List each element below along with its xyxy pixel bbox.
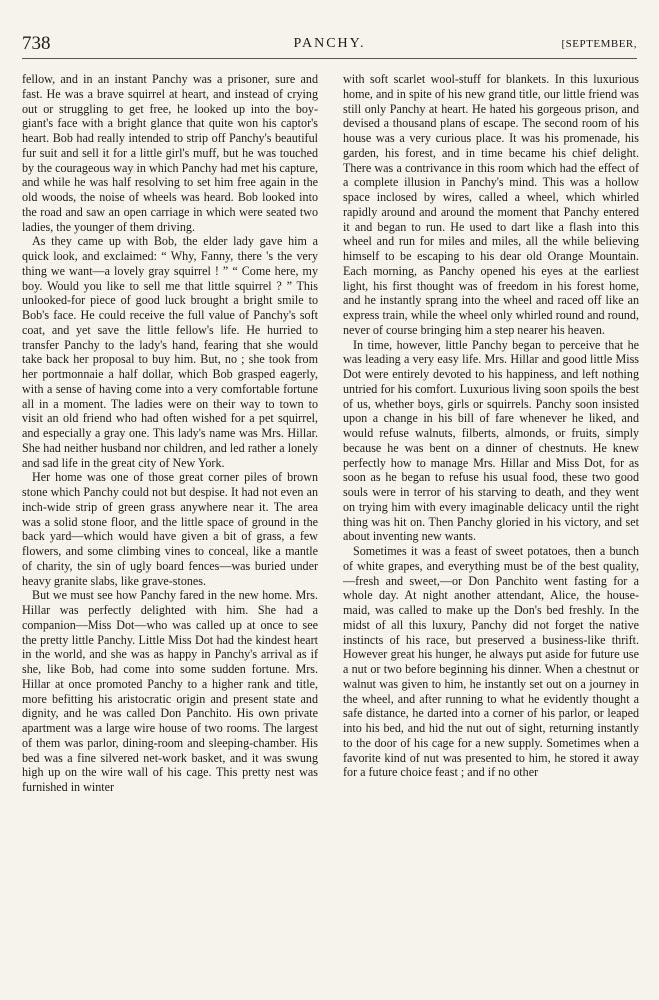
page-number: 738 [22, 33, 51, 54]
right-column [343, 72, 639, 780]
paragraph: Sometimes it was a feast of sweet potatoes, then a bunch of white grapes, and everything must be of the best quality,—fresh and sweet,—or Don Panchito went fasting for a whole day. At night another attendant, Alice, the house-maid, was called to make up the Don's bed freshly. In the midst of all this luxury, Panchy did not forget the native instincts of his race, but preserved a business-like thrift. However great his hunger, he always put aside for future use a nut or two before beginning his dinner. When a chestnut or walnut was given to him, he instantly set out on a journey in the wheel, and after running to what he evidently thought a safe distance, he darted into a corner of his parlor, or leaped into his bed, and hid the nut out of sight, returning instantly to the door of his cage for a new supply. Sometimes when a favorite kind of nut was presented to him, he stored it away for a future choice feast ; and if no other [343, 544, 639, 780]
paragraph: In time, however, little Panchy began to perceive that he was leading a very easy life. Mrs. Hillar and good little Miss Dot were entirely devoted to his happiness, and left nothing untried for his comfort. Luxurious living soon spoils the best of us, whether boys, girls or squirrels. Panchy soon insisted upon a change in his bill of fare whenever he liked, and would refuse walnuts, filberts, almonds, or fruits, simply because he was bent on a dinner of chestnuts. He knew perfectly how to manage Mrs. Hillar and Miss Dot, for as soon as he began to refuse his usual food, these two good souls were in terror of his starving to death, and they went on trying him with every imaginable delicacy until the right thing was hit on. Then Panchy gloried in his victory, and set about inventing new wants. [343, 337, 639, 544]
month-label: [SEPTEMBER, [561, 38, 637, 50]
paragraph: fellow, and in an instant Panchy was a prisoner, sure and fast. He was a brave squirrel at heart, and instead of crying out or struggling to get free, he looked up into the boy-giant's face with a bright glance that quite won his captor's heart. Bob had really intended to strip off Panchy's beautiful fur suit and sell it for a little girl's muff, but he was touched by the courageous way in which Panchy had met his capture, and while he was half resolving to set him free again in the old woods, the noise of wheels was heard. Bob looked into the road and saw an open carriage in which were seated two ladies, the younger of them driving. [22, 72, 318, 234]
paragraph: As they came up with Bob, the elder lady gave him a quick look, and exclaimed: “ Why, Fanny, there 's the very thing we want—a lovely gray squirrel ! ” “ Come here, my boy. Would you like to sell me that little squirrel ? ” This unlooked-for piece of good luck brought a bright smile to Bob's face. He could receive the full value of Panchy's soft coat, and yet save the little fellow's life. He hurried to transfer Panchy to the lady's hand, fearing that she would take back her proposal to buy him. But, no ; she took from her portmonnaie a half dollar, which Bob grasped eagerly, with a sense of having come into a very comfortable fortune all in a moment. The ladies were on their way to town to visit an old friend who had often wished for a pet squirrel, and especially a gray one. This lady's name was Mrs. Hillar. She had neither husband nor children, and led rather a lonely and sad life in the great city of New York. [22, 234, 318, 470]
paragraph: with soft scarlet wool-stuff for blankets. In this luxurious home, and in spite of his new grand title, our little friend was still only Panchy at heart. He hated his gorgeous prison, and devised a thousand plans of escape. The second room of his house was a very curious place. It was his promenade, his garden, his forest, and in time became his chief delight. There was a contrivance in this room which had the effect of a complete illusion in Panchy's mind. This was a hollow space inclosed by wires, called a wheel, which whirled rapidly around and around the moment that Panchy entered it and began to run. He used to dart like a flash into this wheel and run for miles and miles, all the while believing himself to be escaping to his dear old Orange Mountain. Each morning, as Panchy opened his eyes at the earliest light, his first thought was of freedom in his forest home, and he instantly sprang into the wheel and raced off like an express train, while the wheel only whirled round and round, never of course bringing him a step nearer his heaven. [343, 72, 639, 337]
paragraph: But we must see how Panchy fared in the new home. Mrs. Hillar was perfectly delighted with him. She had a companion—Miss Dot—who was called up at once to see the pretty little Panchy. Little Miss Dot had the kindest heart in the world, and she was as happy in Panchy's arrival as if she, like Bob, had come into some sudden fortune. Mrs. Hillar at once promoted Panchy to a higher rank and title, more befitting his aristocratic origin and present state and dignity, and he was called Don Panchito. His own private apartment was a large wire house of two rooms. The largest of them was parlor, dining-room and sleeping-chamber. His bed was a fine silvered net-work basket, and it was swung high up on the wire wall of his cage. This pretty nest was furnished in winter [22, 588, 318, 794]
running-header [22, 34, 637, 59]
left-column [22, 72, 318, 795]
paragraph: Her home was one of those great corner piles of brown stone which Panchy could not but despise. It had not even an inch-wide strip of green grass anywhere near it. The area was a solid stone floor, and the little space of ground in the back yard—which would have given a bit of grass, a few flowers, and some climbing vines to conceal, like a mantle of charity, the sin of ugly board fences—was buried under heavy granite slabs, like grave-stones. [22, 470, 318, 588]
running-title: PANCHY. [293, 36, 366, 51]
